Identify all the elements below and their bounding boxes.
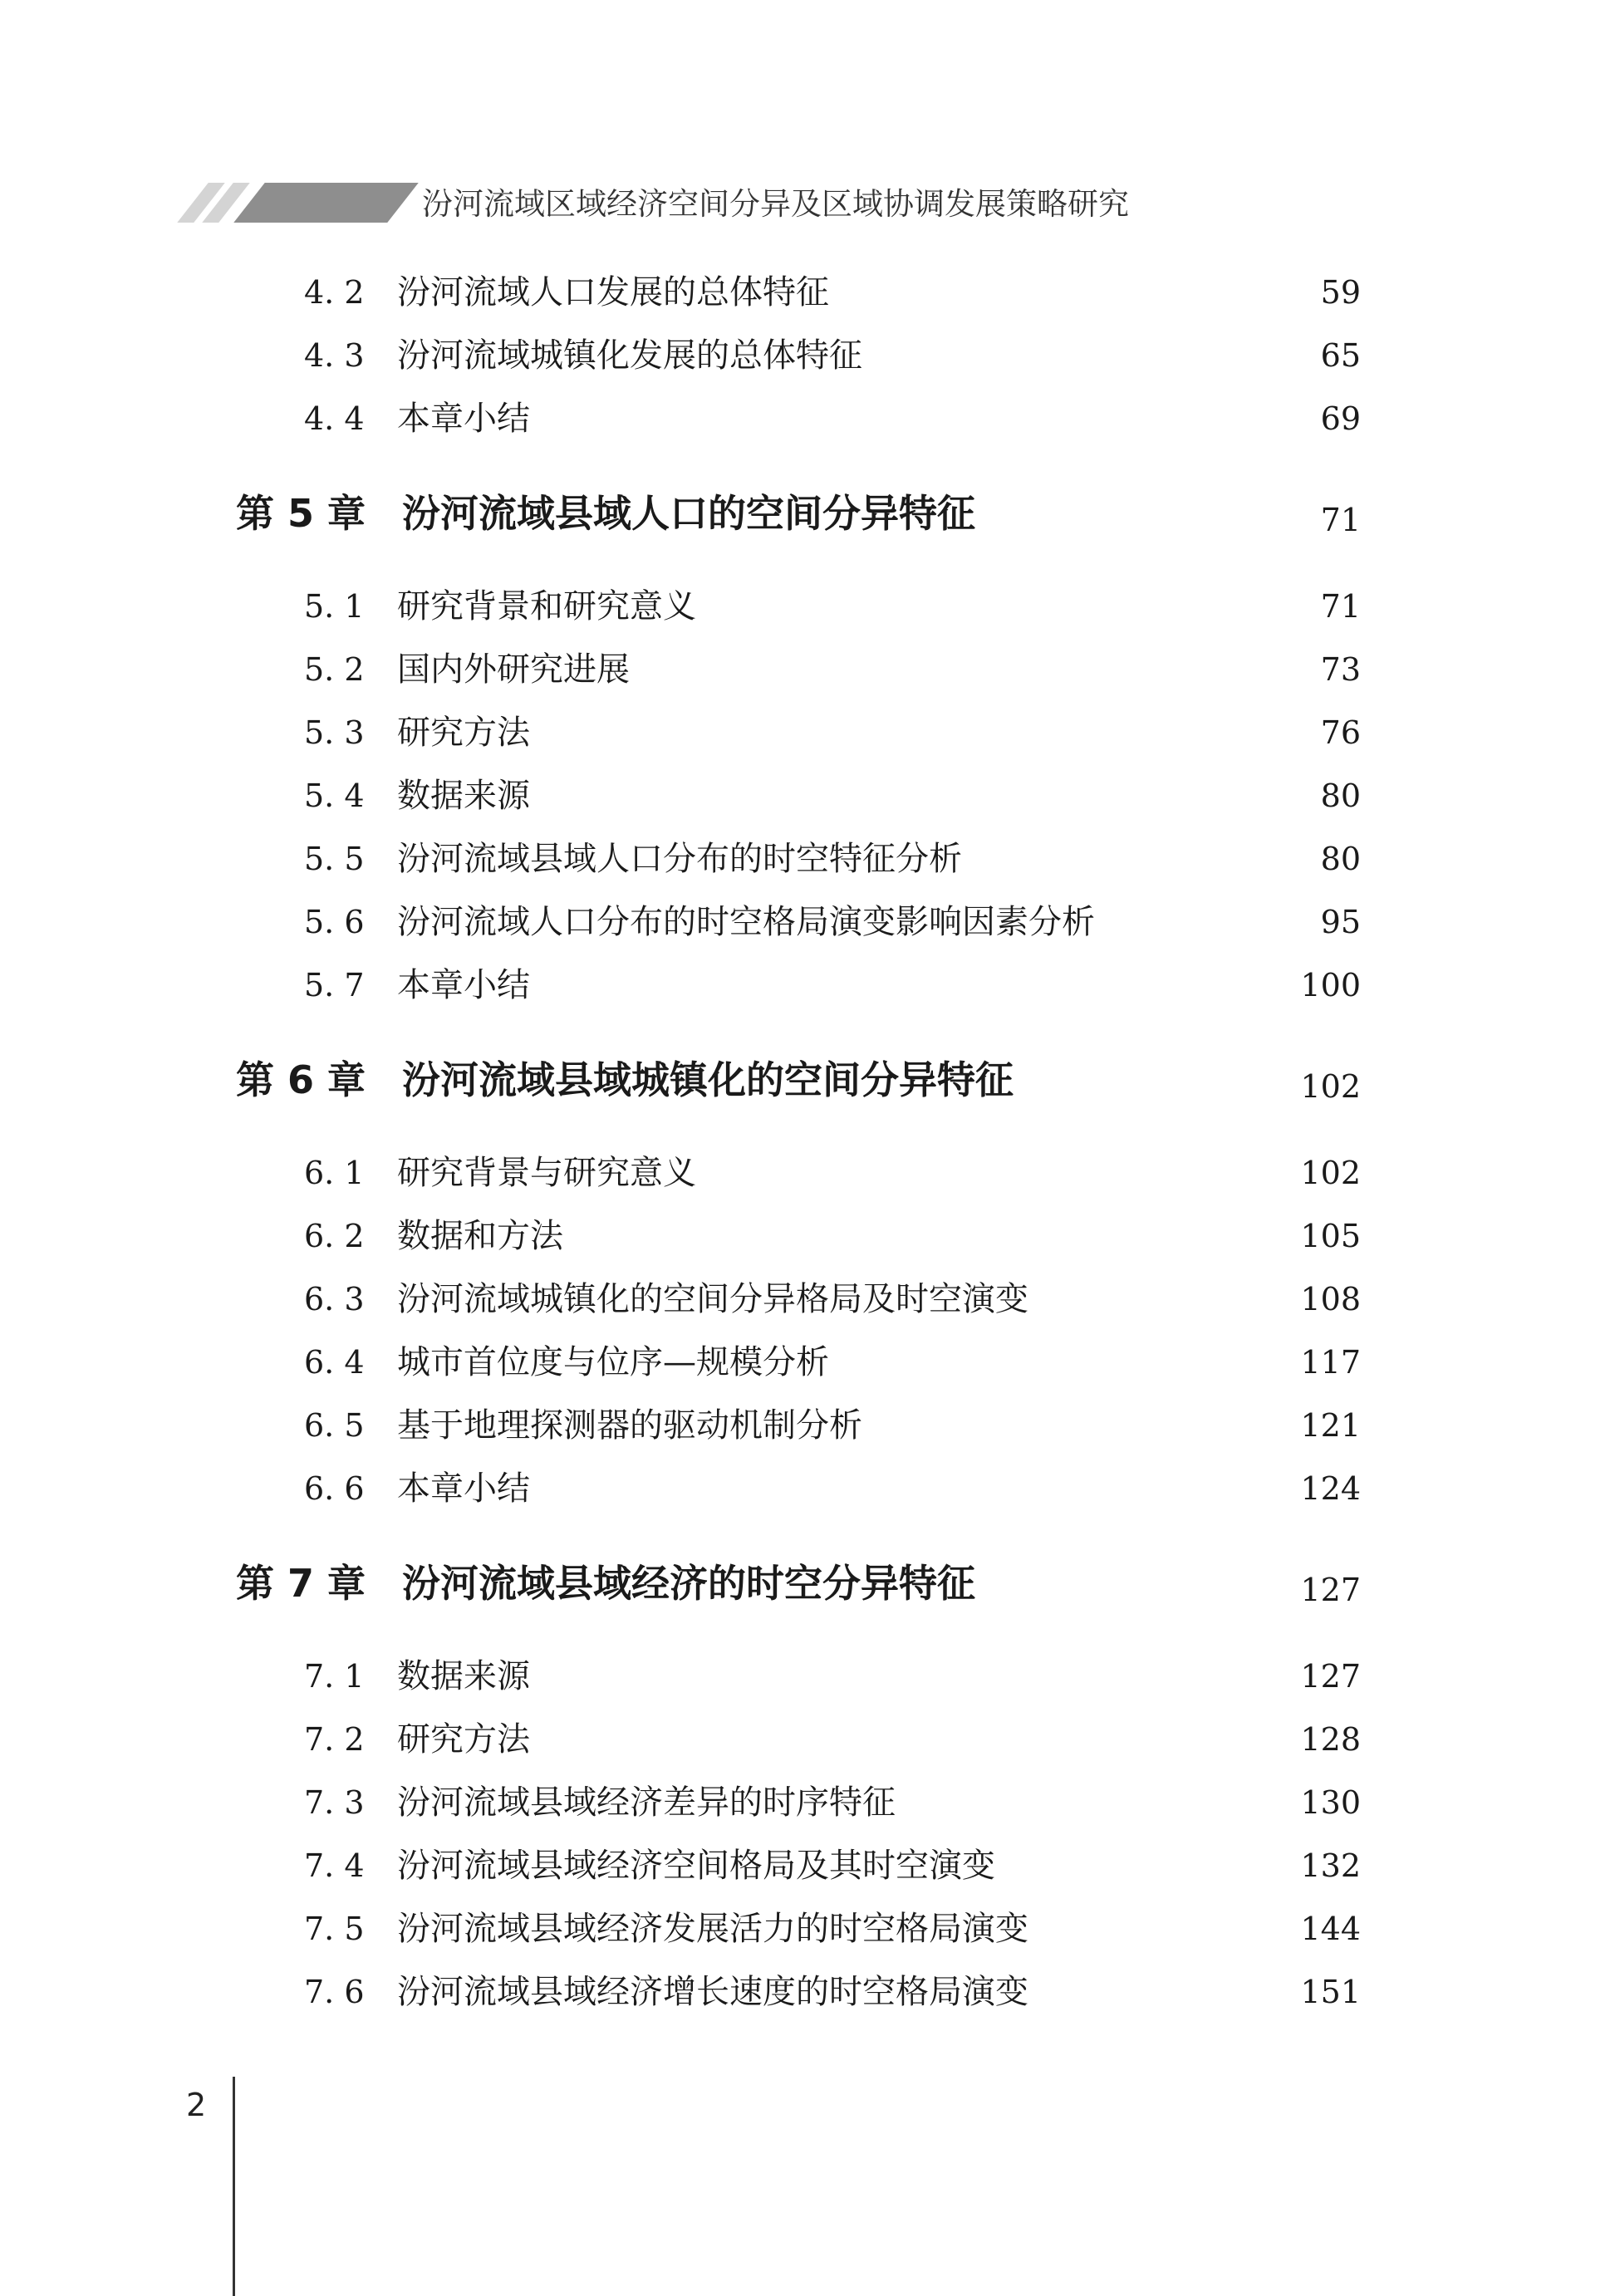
dot-leader	[841, 1337, 1288, 1387]
entry-page-number: 76	[1320, 714, 1361, 751]
entry-page-number: 124	[1300, 1470, 1361, 1507]
entry-number: 6. 1	[304, 1155, 365, 1191]
toc-section-entry[interactable]	[0, 771, 1610, 821]
entry-number: 5. 4	[304, 778, 365, 814]
dot-leader	[542, 1464, 1288, 1513]
entry-title: 本章小结	[397, 966, 530, 1004]
entry-page-number: 128	[1300, 1721, 1361, 1758]
entry-number: 6. 6	[304, 1470, 365, 1507]
toc-section-entry[interactable]	[0, 645, 1610, 694]
toc-section-entry[interactable]	[0, 1651, 1610, 1701]
entry-title: 数据和方法	[397, 1217, 563, 1255]
entry-page-number: 117	[1300, 1344, 1361, 1381]
toc-section-entry[interactable]	[0, 1274, 1610, 1324]
entry-title: 汾河流域县域人口的空间分异特征	[402, 491, 975, 536]
entry-title: 城市首位度与位序—规模分析	[397, 1343, 829, 1381]
toc-section-entry[interactable]	[0, 581, 1610, 631]
dot-leader	[1007, 1841, 1288, 1891]
toc-section-entry[interactable]	[0, 267, 1610, 317]
entry-title: 数据来源	[397, 777, 530, 815]
entry-page-number: 59	[1320, 274, 1361, 311]
entry-number: 第 5 章	[236, 491, 366, 536]
entry-page-number: 130	[1300, 1784, 1361, 1821]
entry-title: 汾河流域县域经济的时空分异特征	[402, 1561, 975, 1606]
entry-title: 研究背景和研究意义	[397, 587, 696, 626]
dot-leader	[841, 267, 1309, 317]
entry-page-number: 127	[1300, 1572, 1361, 1608]
entry-number: 4. 2	[304, 274, 365, 311]
dot-leader	[542, 394, 1309, 444]
toc-section-entry[interactable]	[0, 1464, 1610, 1513]
dot-leader	[542, 771, 1309, 821]
entry-number: 第 6 章	[236, 1057, 366, 1102]
entry-title: 研究方法	[397, 714, 530, 752]
entry-title: 汾河流域县域经济空间格局及其时空演变	[397, 1847, 995, 1885]
toc-section-entry[interactable]	[0, 1715, 1610, 1764]
dot-leader	[575, 1211, 1288, 1261]
entry-number: 5. 6	[304, 904, 365, 940]
entry-page-number: 132	[1300, 1847, 1361, 1884]
toc-chapter-entry[interactable]	[0, 1055, 1610, 1105]
entry-page-number: 71	[1320, 588, 1361, 625]
entry-page-number: 80	[1320, 778, 1361, 814]
entry-number: 7. 5	[304, 1911, 365, 1947]
entry-number: 6. 4	[304, 1344, 365, 1381]
toc-section-entry[interactable]	[0, 897, 1610, 947]
entry-number: 7. 3	[304, 1784, 365, 1821]
entry-page-number: 151	[1300, 1974, 1361, 2010]
entry-page-number: 65	[1320, 337, 1361, 374]
entry-page-number: 95	[1320, 904, 1361, 940]
entry-title: 基于地理探测器的驱动机制分析	[397, 1406, 862, 1445]
toc-section-entry[interactable]	[0, 331, 1610, 380]
entry-page-number: 102	[1300, 1068, 1361, 1105]
dot-leader	[542, 1715, 1288, 1764]
toc-section-entry[interactable]	[0, 834, 1610, 884]
dot-leader	[874, 331, 1309, 380]
dot-leader	[987, 488, 1309, 538]
entry-number: 7. 4	[304, 1847, 365, 1884]
toc-section-entry[interactable]	[0, 1211, 1610, 1261]
entry-number: 6. 5	[304, 1407, 365, 1444]
entry-title: 汾河流域县域经济发展活力的时空格局演变	[397, 1910, 1028, 1948]
toc-chapter-entry[interactable]	[0, 1558, 1610, 1608]
entry-page-number: 100	[1300, 967, 1361, 1003]
entry-page-number: 69	[1320, 400, 1361, 437]
entry-number: 5. 1	[304, 588, 365, 625]
page-number: 2	[186, 2087, 207, 2123]
entry-title: 汾河流域县域城镇化的空间分异特征	[402, 1057, 1014, 1102]
entry-number: 6. 2	[304, 1218, 365, 1254]
entry-number: 5. 7	[304, 967, 365, 1003]
entry-title: 汾河流域人口分布的时空格局演变影响因素分析	[397, 903, 1095, 941]
toc-section-entry[interactable]	[0, 1904, 1610, 1954]
entry-title: 汾河流域城镇化的空间分异格局及时空演变	[397, 1280, 1028, 1318]
dot-leader	[641, 645, 1309, 694]
entry-page-number: 73	[1320, 651, 1361, 688]
entry-title: 汾河流域城镇化发展的总体特征	[397, 336, 862, 375]
entry-page-number: 121	[1300, 1407, 1361, 1444]
entry-number: 7. 6	[304, 1974, 365, 2010]
entry-title: 本章小结	[397, 400, 530, 438]
entry-page-number: 71	[1320, 502, 1361, 538]
entry-page-number: 108	[1300, 1281, 1361, 1317]
toc-section-entry[interactable]	[0, 1401, 1610, 1450]
toc-section-entry[interactable]	[0, 1337, 1610, 1387]
entry-title: 研究方法	[397, 1720, 530, 1759]
dot-leader	[708, 1148, 1288, 1198]
dot-leader	[1040, 1967, 1288, 2017]
entry-page-number: 144	[1300, 1911, 1361, 1947]
entry-page-number: 102	[1300, 1155, 1361, 1191]
entry-number: 6. 3	[304, 1281, 365, 1317]
entry-title: 本章小结	[397, 1469, 530, 1508]
toc-section-entry[interactable]	[0, 394, 1610, 444]
entry-title: 国内外研究进展	[397, 650, 630, 689]
dot-leader	[1107, 897, 1309, 947]
entry-number: 7. 2	[304, 1721, 365, 1758]
entry-number: 5. 3	[304, 714, 365, 751]
entry-page-number: 127	[1300, 1658, 1361, 1695]
toc-section-entry[interactable]	[0, 1148, 1610, 1198]
dot-leader	[1040, 1274, 1288, 1324]
toc-chapter-entry[interactable]	[0, 488, 1610, 538]
dot-leader	[542, 1651, 1288, 1701]
entry-title: 汾河流域县域经济差异的时序特征	[397, 1783, 896, 1822]
dot-leader	[907, 1778, 1288, 1827]
entry-title: 数据来源	[397, 1657, 530, 1695]
entry-page-number: 105	[1300, 1218, 1361, 1254]
dot-leader	[1025, 1055, 1288, 1105]
dot-leader	[987, 1558, 1288, 1608]
toc-section-entry[interactable]	[0, 960, 1610, 1010]
dot-leader	[874, 1401, 1288, 1450]
entry-title: 汾河流域县域人口分布的时空特征分析	[397, 840, 962, 878]
entry-title: 汾河流域县域经济增长速度的时空格局演变	[397, 1973, 1028, 2011]
entry-title: 汾河流域人口发展的总体特征	[397, 273, 829, 312]
entry-number: 5. 5	[304, 841, 365, 877]
entry-number: 4. 3	[304, 337, 365, 374]
dot-leader	[1040, 1904, 1288, 1954]
running-title: 汾河流域区域经济空间分异及区域协调发展策略研究	[422, 186, 1129, 222]
entry-number: 第 7 章	[236, 1561, 366, 1606]
entry-number: 7. 1	[304, 1658, 365, 1695]
toc-section-entry[interactable]	[0, 1841, 1610, 1891]
entry-number: 4. 4	[304, 400, 365, 437]
toc-section-entry[interactable]	[0, 1778, 1610, 1827]
toc-section-entry[interactable]	[0, 708, 1610, 758]
dot-leader	[542, 708, 1309, 758]
entry-title: 研究背景与研究意义	[397, 1154, 696, 1192]
entry-number: 5. 2	[304, 651, 365, 688]
toc-section-entry[interactable]	[0, 1967, 1610, 2017]
dot-leader	[974, 834, 1309, 884]
folio-rule	[233, 2077, 235, 2296]
entry-page-number: 80	[1320, 841, 1361, 877]
dot-leader	[542, 960, 1288, 1010]
dot-leader	[708, 581, 1309, 631]
